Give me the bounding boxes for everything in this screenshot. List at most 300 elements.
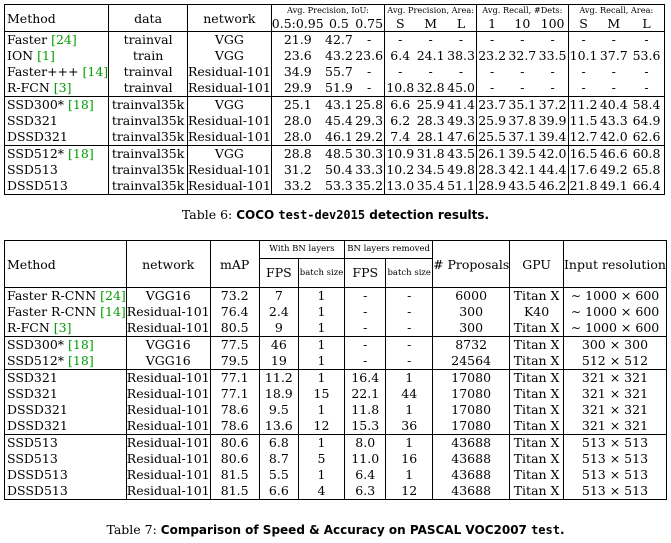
method-name: SSD300* — [7, 97, 65, 112]
table-row — [5, 113, 665, 129]
batch-nobn-cell: 1 — [386, 467, 433, 483]
t6-header-network: network — [187, 5, 271, 32]
network-cell: Residual-101 — [187, 113, 271, 128]
fps-nobn-cell: - — [345, 353, 386, 370]
metric-cell: 13.0 — [386, 178, 415, 193]
citation-ref: [18] — [68, 353, 94, 368]
table-row — [5, 304, 667, 320]
metric-cell: 43.5 — [447, 146, 475, 161]
metric-cell: 10.1 — [569, 48, 598, 63]
map-cell: 80.6 — [210, 451, 259, 467]
proposals-cell: 17080 — [433, 418, 510, 435]
batch-nobn-cell: - — [386, 320, 433, 337]
method-cell — [5, 288, 127, 305]
metric-cell: 34.5 — [416, 162, 445, 177]
gpu-cell: Titan X — [510, 386, 564, 402]
method-cell — [5, 418, 127, 435]
metric-cell: 55.7 — [325, 64, 353, 79]
t7-header-network: network — [126, 241, 210, 288]
batch-bn-cell: 1 — [298, 288, 344, 305]
fps-bn-cell: 5.5 — [259, 467, 298, 483]
table-row — [5, 178, 665, 195]
metric-cell: 21.8 — [569, 178, 598, 193]
metric-cell: 32.8 — [416, 80, 445, 95]
metric-cell: - — [428, 32, 433, 47]
fps-bn-cell: 8.7 — [259, 451, 298, 467]
metric-cell: 37.2 — [538, 97, 567, 112]
metric-cell: 28.8 — [271, 146, 323, 163]
citation-ref: [24] — [51, 32, 77, 47]
metric-cell: 28.0 — [283, 113, 312, 128]
metric-cell: 48.5 — [325, 146, 353, 161]
t7-header-gpu: GPU — [510, 241, 564, 288]
citation-ref: [18] — [68, 97, 94, 112]
proposals-cell: 43688 — [433, 467, 510, 483]
batch-bn-cell: 1 — [298, 370, 344, 387]
fps-nobn-cell: - — [345, 337, 386, 354]
batch-bn-cell: 4 — [298, 483, 344, 500]
citation-ref: [3] — [53, 320, 72, 335]
t6-subheader: L — [446, 16, 477, 32]
fps-nobn-cell: 6.3 — [345, 483, 386, 500]
proposals-cell: 6000 — [433, 288, 510, 305]
table-row — [5, 353, 667, 370]
metric-cell: 46.6 — [599, 146, 628, 161]
network-cell: Residual-101 — [187, 80, 271, 95]
gpu-cell: Titan X — [510, 353, 564, 370]
t6-header-ap-area: Avg. Precision, Area: — [385, 5, 477, 17]
method-name: SSD512* — [7, 146, 65, 161]
map-cell: 79.5 — [210, 353, 259, 370]
resolution-cell: 512 × 512 — [581, 353, 649, 368]
t7-header-batch-bn: batch size — [298, 259, 344, 288]
network-cell: VGG — [187, 97, 271, 114]
metric-cell: 23.7 — [478, 97, 507, 112]
fps-bn-cell: 7 — [259, 288, 298, 305]
fps-nobn-cell: 11.8 — [345, 402, 386, 418]
metric-cell: 28.3 — [416, 113, 445, 128]
data-cell: train — [109, 48, 188, 64]
metric-cell: - — [538, 32, 569, 49]
network-cell: Residual-101 — [126, 370, 210, 385]
fps-bn-cell: 19 — [259, 353, 298, 370]
proposals-cell: 300 — [433, 320, 510, 337]
batch-bn-cell: 1 — [298, 353, 344, 370]
t6-header-method: Method — [5, 5, 109, 32]
t7-header-proposals: # Proposals — [433, 241, 510, 288]
table-row — [5, 418, 667, 435]
fps-bn-cell: 9 — [259, 320, 298, 337]
metric-cell: 34.9 — [283, 64, 312, 79]
batch-bn-cell: 1 — [298, 467, 344, 483]
citation-ref: [14] — [82, 64, 109, 79]
caption-suffix: . — [559, 523, 565, 537]
caption-prefix: Table 7: — [106, 522, 161, 537]
network-cell: Residual-101 — [187, 129, 271, 144]
metric-cell: 24.1 — [416, 48, 445, 63]
metric-cell: 37.1 — [508, 129, 537, 144]
metric-cell: - — [644, 64, 649, 79]
caption-mono: test-dev2015 — [278, 208, 366, 222]
table-row — [5, 337, 667, 354]
citation-ref: [18] — [68, 146, 94, 161]
metric-cell: 66.4 — [632, 178, 661, 193]
batch-nobn-cell: 16 — [386, 451, 433, 467]
metric-cell: 49.2 — [599, 162, 628, 177]
gpu-cell: Titan X — [510, 483, 564, 500]
metric-cell: 64.9 — [632, 113, 661, 128]
map-cell: 81.5 — [210, 467, 259, 483]
metric-cell: 43.1 — [325, 97, 353, 112]
network-cell: Residual-101 — [187, 162, 271, 177]
table-row — [5, 467, 667, 483]
metric-cell: - — [520, 64, 525, 79]
network-cell: Residual-101 — [126, 451, 210, 466]
table-6-coco-results — [4, 4, 665, 195]
metric-cell: 42.7 — [325, 32, 353, 47]
table-row — [5, 32, 665, 49]
method-cell — [5, 97, 109, 114]
fps-bn-cell: 6.6 — [259, 483, 298, 500]
citation-ref: [1] — [37, 48, 55, 63]
citation-ref: [3] — [53, 80, 72, 95]
metric-cell: - — [520, 32, 525, 47]
fps-nobn-cell: 16.4 — [345, 370, 386, 387]
metric-cell: 29.3 — [355, 113, 384, 128]
network-cell: Residual-101 — [187, 64, 271, 79]
method-name: SSD513 — [7, 435, 58, 450]
metric-cell: 32.7 — [508, 48, 537, 63]
caption-suffix: detection results. — [365, 208, 490, 222]
caption-bold: Comparison of Speed & Accuracy on PASCAL VOC2007 — [160, 523, 532, 537]
batch-nobn-cell: 1 — [386, 402, 433, 418]
t7-header-fps-bn: FPS — [259, 259, 298, 288]
network-cell: VGG16 — [126, 337, 210, 354]
resolution-cell: 321 × 321 — [581, 418, 649, 433]
t7-header-map: mAP — [210, 241, 259, 288]
network-cell: VGG — [187, 32, 271, 49]
table-row — [5, 435, 667, 452]
method-name: SSD321 — [7, 113, 58, 128]
batch-bn-cell: 15 — [298, 386, 344, 402]
metric-cell: 7.4 — [390, 129, 411, 144]
t6-subheader: 0.75 — [355, 16, 384, 31]
table-row — [5, 162, 665, 178]
table-row — [5, 320, 667, 337]
fps-bn-cell: 9.5 — [259, 402, 298, 418]
method-name: Faster R-CNN — [7, 288, 97, 303]
method-name: Faster+++ — [7, 64, 79, 79]
method-name: DSSD321 — [7, 418, 68, 433]
method-cell — [5, 483, 127, 500]
metric-cell: - — [398, 64, 403, 79]
batch-bn-cell: 1 — [298, 304, 344, 320]
metric-cell: 31.8 — [416, 146, 445, 161]
resolution-cell: 321 × 321 — [563, 370, 666, 387]
method-name: DSSD513 — [7, 483, 68, 498]
metric-cell: 43.3 — [599, 113, 628, 128]
caption-prefix: Table 6: — [181, 207, 237, 222]
proposals-cell: 24564 — [433, 353, 510, 370]
metric-cell: 41.4 — [447, 97, 475, 112]
metric-cell: 25.9 — [478, 113, 507, 128]
metric-cell: 51.9 — [325, 80, 353, 95]
citation-ref: [24] — [100, 288, 126, 303]
method-cell — [5, 353, 127, 370]
method-name: R-FCN — [7, 320, 50, 335]
fps-nobn-cell: 11.0 — [345, 451, 386, 467]
batch-nobn-cell: - — [386, 337, 433, 354]
t7-header-fps-nobn: FPS — [345, 259, 386, 288]
metric-cell: 39.4 — [538, 129, 567, 144]
method-cell — [5, 320, 127, 337]
metric-cell: - — [611, 32, 616, 47]
batch-bn-cell: 1 — [298, 320, 344, 337]
fps-nobn-cell: - — [345, 320, 386, 337]
data-cell: trainval35k — [109, 146, 188, 163]
data-cell: trainval35k — [109, 97, 188, 114]
resolution-cell: ∼ 1000 × 600 — [570, 320, 660, 335]
metric-cell: 23.6 — [355, 48, 384, 63]
network-cell: Residual-101 — [126, 304, 210, 319]
method-name: DSSD513 — [7, 178, 68, 193]
batch-bn-cell: 5 — [298, 451, 344, 467]
metric-cell: 42.0 — [599, 129, 628, 144]
resolution-cell: 300 × 300 — [563, 337, 666, 354]
batch-bn-cell: 1 — [298, 402, 344, 418]
metric-cell: - — [398, 32, 403, 47]
map-cell: 81.5 — [210, 483, 259, 500]
metric-cell: 65.8 — [632, 162, 661, 177]
t6-subheader: M — [415, 16, 446, 32]
batch-nobn-cell: 44 — [386, 386, 433, 402]
metric-cell: 40.4 — [599, 97, 628, 112]
t6-subheader: 0.5:0.95 — [271, 16, 324, 31]
method-cell — [5, 48, 109, 64]
batch-bn-cell: 1 — [298, 337, 344, 354]
resolution-cell: 513 × 513 — [581, 483, 649, 498]
data-cell: trainval35k — [109, 162, 188, 178]
method-cell — [5, 435, 127, 452]
gpu-cell: Titan X — [510, 467, 564, 483]
method-cell — [5, 467, 127, 483]
table-7-caption — [0, 522, 671, 537]
method-cell — [5, 80, 109, 97]
method-name: ION — [7, 48, 34, 63]
network-cell: Residual-101 — [126, 386, 210, 401]
proposals-cell: 43688 — [433, 451, 510, 467]
caption-bold: COCO — [236, 208, 279, 222]
metric-cell: - — [644, 32, 649, 47]
batch-nobn-cell: 1 — [386, 370, 433, 387]
map-cell: 77.5 — [210, 337, 259, 354]
metric-cell: 25.5 — [478, 129, 507, 144]
fps-bn-cell: 6.8 — [259, 435, 298, 452]
metric-cell: 11.5 — [569, 113, 598, 128]
t6-header-ar-dets: Avg. Recall, #Dets: — [477, 5, 568, 17]
network-cell: VGG — [187, 146, 271, 163]
method-name: SSD512* — [7, 353, 65, 368]
fps-bn-cell: 2.4 — [259, 304, 298, 320]
method-cell — [5, 113, 109, 129]
method-name: SSD513 — [7, 451, 58, 466]
metric-cell: 12.7 — [569, 129, 598, 144]
network-cell: VGG — [187, 48, 271, 64]
metric-cell: 17.6 — [569, 162, 598, 177]
fps-bn-cell: 13.6 — [259, 418, 298, 435]
metric-cell: 16.5 — [569, 146, 598, 161]
t6-subheader: 1 — [477, 16, 508, 32]
table-row — [5, 288, 667, 305]
metric-cell: 45.0 — [447, 80, 475, 95]
batch-bn-cell: 1 — [298, 435, 344, 452]
proposals-cell: 17080 — [433, 386, 510, 402]
metric-cell: 29.9 — [283, 80, 312, 95]
t6-subheader: 10 — [507, 16, 537, 32]
table-row — [5, 370, 667, 387]
resolution-cell: 513 × 513 — [581, 467, 649, 482]
map-cell: 78.6 — [210, 402, 259, 418]
metric-cell: 6.4 — [390, 48, 411, 63]
fps-bn-cell: 46 — [259, 337, 298, 354]
metric-cell: 33.2 — [283, 178, 312, 193]
table-6-caption — [0, 207, 671, 222]
metric-cell: 46.2 — [538, 178, 567, 193]
data-cell: trainval35k — [109, 113, 188, 129]
table-row — [5, 483, 667, 500]
method-cell — [5, 386, 127, 402]
resolution-cell: 513 × 513 — [581, 451, 649, 466]
metric-cell: 11.2 — [569, 97, 598, 112]
metric-cell: 28.9 — [478, 178, 507, 193]
metric-cell: - — [581, 80, 586, 95]
metric-cell: 43.2 — [325, 48, 353, 63]
metric-cell: - — [428, 64, 433, 79]
map-cell: 80.6 — [210, 435, 259, 452]
gpu-cell: Titan X — [510, 320, 564, 337]
metric-cell: 53.3 — [325, 178, 353, 193]
t6-subheader: 0.5 — [324, 16, 354, 32]
table-row — [5, 80, 665, 97]
method-name: SSD300* — [7, 337, 65, 352]
fps-bn-cell: 18.9 — [259, 386, 298, 402]
gpu-cell: K40 — [510, 304, 564, 320]
proposals-cell: 8732 — [433, 337, 510, 354]
metric-cell: - — [490, 80, 495, 95]
batch-nobn-cell: 36 — [386, 418, 433, 435]
t6-header-data: data — [109, 5, 188, 32]
metric-cell: - — [581, 32, 586, 47]
fps-nobn-cell: 6.4 — [345, 467, 386, 483]
metric-cell: - — [354, 64, 385, 80]
method-name: Faster — [7, 32, 48, 47]
map-cell: 73.2 — [210, 288, 259, 305]
metric-cell: - — [538, 64, 569, 80]
gpu-cell: Titan X — [510, 402, 564, 418]
t7-header-method: Method — [5, 241, 127, 288]
t6-subheader: M — [599, 16, 629, 32]
network-cell: Residual-101 — [187, 178, 271, 193]
data-cell: trainval — [109, 32, 188, 49]
metric-cell: 53.6 — [632, 48, 661, 63]
metric-cell: 6.6 — [385, 97, 416, 114]
metric-cell: 50.4 — [325, 162, 353, 177]
data-cell: trainval — [109, 80, 188, 97]
gpu-cell: Titan X — [510, 288, 564, 305]
fps-nobn-cell: 22.1 — [345, 386, 386, 402]
table-7-voc-speed-accuracy — [4, 240, 667, 500]
metric-cell: 43.5 — [508, 178, 537, 193]
fps-bn-cell: 11.2 — [259, 370, 298, 387]
metric-cell: 42.0 — [538, 146, 567, 161]
t6-header-ap-iou: Avg. Precision, IoU: — [271, 5, 384, 17]
metric-cell: - — [490, 32, 495, 47]
t7-header-with-bn: With BN layers — [259, 241, 344, 259]
metric-cell: 31.2 — [283, 162, 312, 177]
metric-cell: 38.3 — [447, 48, 475, 63]
batch-nobn-cell: - — [386, 353, 433, 370]
gpu-cell: Titan X — [510, 435, 564, 452]
t6-subheader: 100 — [538, 16, 569, 32]
caption-mono: test — [531, 523, 560, 537]
metric-cell: 35.1 — [508, 97, 537, 112]
metric-cell: 6.2 — [390, 113, 411, 128]
table-row — [5, 402, 667, 418]
method-cell — [5, 162, 109, 178]
resolution-cell: 321 × 321 — [581, 402, 649, 417]
metric-cell: 44.4 — [538, 162, 567, 177]
map-cell: 80.5 — [210, 320, 259, 337]
proposals-cell: 17080 — [433, 402, 510, 418]
metric-cell: 23.6 — [283, 48, 312, 63]
citation-ref: [14] — [100, 304, 126, 319]
method-cell — [5, 64, 109, 80]
metric-cell: 37.8 — [508, 113, 537, 128]
metric-cell: 49.3 — [447, 113, 475, 128]
gpu-cell: Titan X — [510, 370, 564, 387]
gpu-cell: Titan X — [510, 451, 564, 467]
metric-cell: 39.9 — [538, 113, 567, 128]
method-cell — [5, 337, 127, 354]
metric-cell: 23.2 — [478, 48, 507, 63]
t6-subheader: S — [385, 16, 416, 32]
method-name: SSD321 — [7, 370, 58, 385]
metric-cell: 25.9 — [416, 97, 445, 112]
metric-cell: 25.8 — [355, 97, 384, 112]
t7-header-input-resolution: Input resolution — [563, 241, 666, 288]
metric-cell: - — [354, 80, 385, 97]
t7-header-batch-nobn: batch size — [386, 259, 433, 288]
metric-cell: - — [446, 64, 477, 80]
resolution-cell: ∼ 1000 × 600 — [570, 304, 660, 319]
metric-cell: 37.7 — [599, 48, 628, 63]
network-cell: Residual-101 — [126, 467, 210, 482]
resolution-cell: 513 × 513 — [563, 435, 666, 452]
metric-cell: 29.2 — [355, 129, 384, 144]
metric-cell: 35.2 — [355, 178, 384, 193]
metric-cell: 26.1 — [478, 146, 507, 161]
method-name: DSSD321 — [7, 129, 68, 144]
gpu-cell: Titan X — [510, 418, 564, 435]
method-cell — [5, 402, 127, 418]
network-cell: VGG16 — [126, 288, 210, 305]
metric-cell: 33.5 — [538, 48, 567, 63]
batch-nobn-cell: 12 — [386, 483, 433, 500]
metric-cell: 28.0 — [283, 129, 312, 144]
method-cell — [5, 146, 109, 163]
method-cell — [5, 178, 109, 195]
metric-cell: 33.3 — [355, 162, 384, 177]
